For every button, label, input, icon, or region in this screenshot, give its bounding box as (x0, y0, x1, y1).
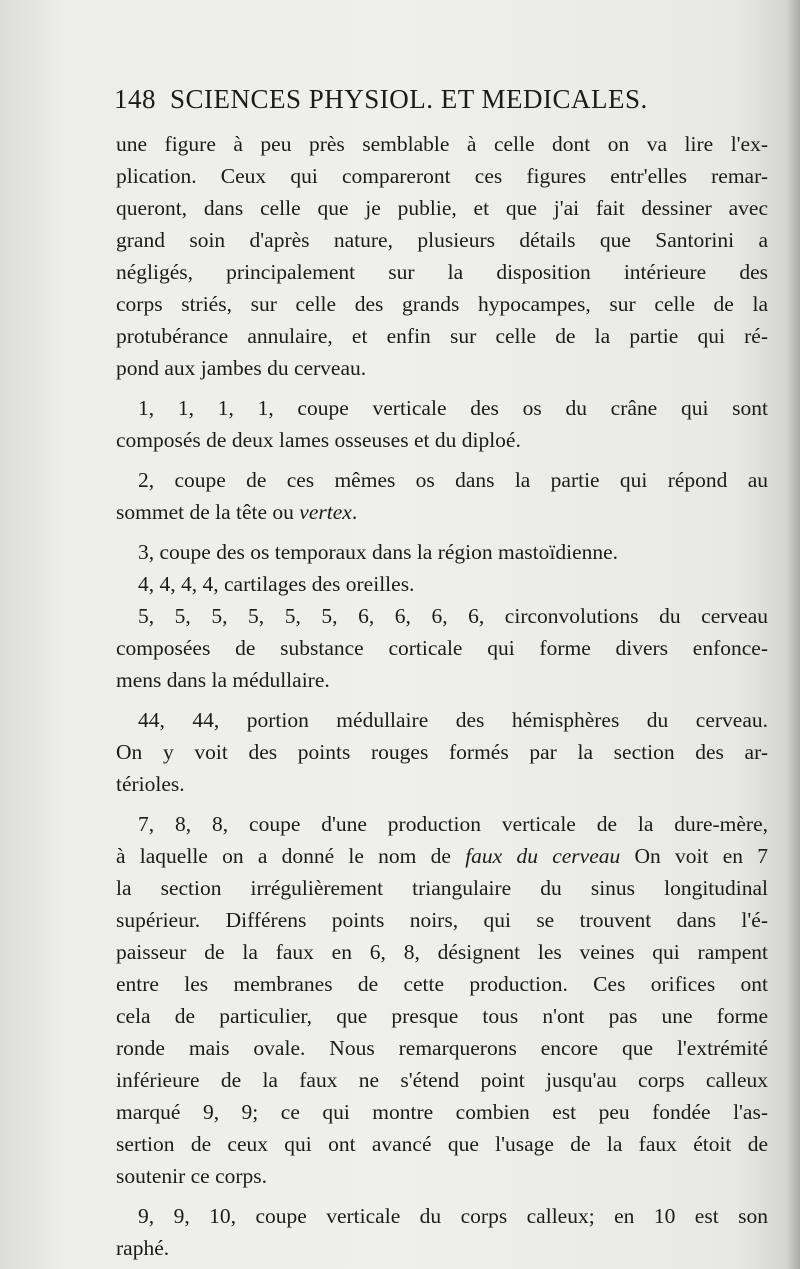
text-line: mens dans la médullaire. (116, 668, 330, 692)
paragraph-gap (116, 696, 768, 704)
text-line: marqué 9, 9; ce qui montre combien est peu fondée l'as- (116, 1100, 768, 1124)
text-line: la section irrégulièrement triangulaire du sinus longitudinal (116, 876, 768, 900)
paragraph-gap (116, 384, 768, 392)
italic-term: faux du cerveau (465, 844, 621, 868)
text-line: raphé. (116, 1236, 170, 1260)
text-line: paisseur de la faux en 6, 8, désignent les veines qui rampent (116, 940, 768, 964)
text-line: pond aux jambes du cerveau. (116, 356, 367, 380)
text-line: 7, 8, 8, coupe d'une production verticale de la dure-mère, (138, 812, 768, 836)
text-line: grand soin d'après nature, plusieurs détails que Santorini a (116, 228, 768, 252)
paragraph (116, 392, 768, 456)
text-line: queront, dans celle que je publie, et que j'ai fait dessiner avec (116, 196, 768, 220)
running-head (114, 84, 714, 124)
page-edge-shadow (786, 0, 800, 1269)
running-title: SCIENCES PHYSIOL. ET MEDICALES. (170, 84, 648, 114)
text-line: sertion de ceux qui ont avancé que l'usage de la faux étoit de (116, 1132, 768, 1156)
paragraph (116, 464, 768, 528)
body-text (116, 128, 768, 1264)
text-line: soutenir ce corps. (116, 1164, 268, 1188)
paragraph-gap (116, 1192, 768, 1200)
text-line: une figure à peu près semblable à celle dont on va lire l'ex- (116, 132, 768, 156)
text-line: ronde mais ovale. Nous remarquerons encore que l'extrémité (116, 1036, 768, 1060)
page-number: 148 (114, 84, 156, 114)
text-line: composées de substance corticale qui forme divers enfonce- (116, 636, 768, 660)
italic-term: vertex (299, 500, 352, 524)
text-line: 3, coupe des os temporaux dans la région mastoïdienne. (138, 540, 619, 564)
text-line: protubérance annulaire, et enfin sur celle de la partie qui ré- (116, 324, 768, 348)
text-line: cela de particulier, que presque tous n'ont pas une forme (116, 1004, 768, 1028)
text-line: négligés, principalement sur la disposition intérieure des (116, 260, 768, 284)
text-line: 2, coupe de ces mêmes os dans la partie qui répond au (138, 468, 768, 492)
text-line: térioles. (116, 772, 185, 796)
paragraph (116, 1200, 768, 1264)
text-line: sommet de la tête ou vertex. (116, 500, 358, 524)
paragraph-gap (116, 528, 768, 536)
text-line: 1, 1, 1, 1, coupe verticale des os du crâne qui sont (138, 396, 768, 420)
text-line: supérieur. Différens points noirs, qui se trouvent dans l'é- (116, 908, 768, 932)
text-line: entre les membranes de cette production. Ces orifices ont (116, 972, 768, 996)
text-line: 5, 5, 5, 5, 5, 5, 6, 6, 6, 6, circonvolutions du cerveau (138, 604, 768, 628)
text-line: 4, 4, 4, 4, cartilages des oreilles. (138, 572, 415, 596)
paragraph (116, 536, 768, 696)
paragraph (116, 704, 768, 800)
paragraph (116, 128, 768, 384)
text-line: à laquelle on a donné le nom de faux du cerveau On voit en 7 (116, 844, 768, 868)
paragraph-gap (116, 800, 768, 808)
text-line: On y voit des points rouges formés par la section des ar- (116, 740, 768, 764)
text-line: 44, 44, portion médullaire des hémisphères du cerveau. (138, 708, 768, 732)
paragraph (116, 808, 768, 1192)
text-line: 9, 9, 10, coupe verticale du corps calleux; en 10 est son (138, 1204, 768, 1228)
text-line: corps striés, sur celle des grands hypocampes, sur celle de la (116, 292, 768, 316)
text-line: composés de deux lames osseuses et du diploé. (116, 428, 521, 452)
text-line: inférieure de la faux ne s'étend point jusqu'au corps calleux (116, 1068, 768, 1092)
text-line: plication. Ceux qui compareront ces figures entr'elles remar- (116, 164, 768, 188)
paragraph-gap (116, 456, 768, 464)
